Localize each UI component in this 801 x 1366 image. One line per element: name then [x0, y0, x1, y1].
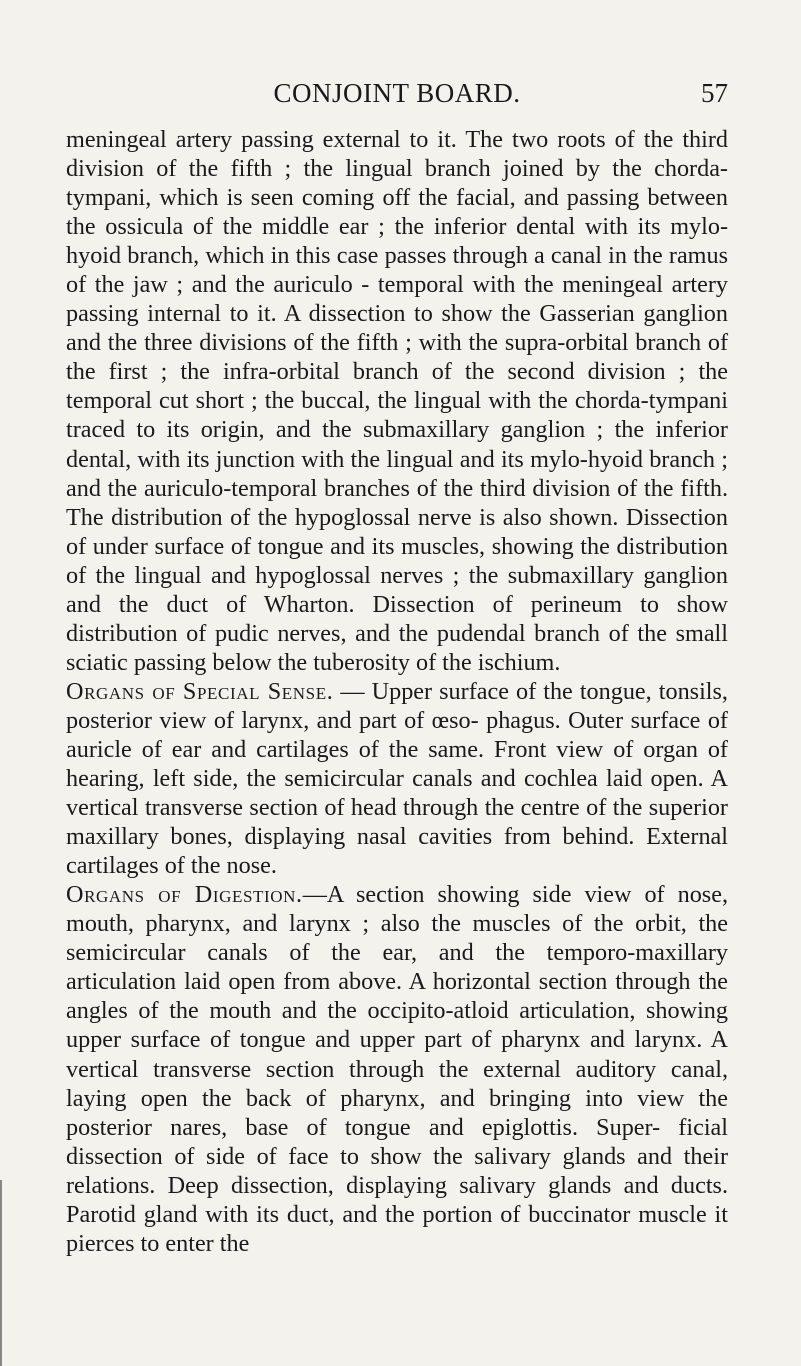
paragraph-text: meningeal artery passing external to it. The two roots of the third division of the fifth ; the lingual branch joined by the chorda-tympani, which is seen coming off the facial, and passing between the ossicula of the middle ear ; the inferior dental with its mylo-hyoid branch, which in this case passes through a canal in the ramus of the jaw ; and the auriculo - temporal with the meningeal artery passing internal to it. A dissection to show the Gasserian ganglion and the three divisions of the fifth ; with the supra-orbital branch of the first ; the infra-orbital branch of the second division ; the temporal cut short ; the buccal, the lingual with the chorda-tympani traced to its origin, and the submaxillary ganglion ; the inferior dental, with its junction with the lingual and its mylo-hyoid branch ; and the auriculo-temporal branches of the third division of the fifth. The distribution of the hypoglossal nerve is also shown. Dissection of under surface of tongue and its muscles, showing the distribution of the lingual and hypoglossal nerves ; the submaxillary ganglion and the duct of Wharton. Dissection of perineum to show distribution of pudic nerves, and the pudendal branch of the small sciatic passing below the tuberosity of the ischium.	[66, 126, 728, 676]
section-heading-special-sense: Organs of Special Sense.	[66, 677, 334, 705]
body-text	[66, 125, 728, 1258]
paragraph-continuation	[66, 125, 728, 677]
paragraph-organs-of-special-sense	[66, 677, 728, 880]
running-head-title: CONJOINT BOARD.	[273, 78, 521, 108]
paragraph-text: —A section showing side view of nose, mouth, pharynx, and larynx ; also the muscles of the orbit, the semicircular canals of the ear, and the temporo-maxillary articulation laid open from above. A horizontal section through the angles of the mouth and the occipito-atloid articulation, showing upper surface of tongue and upper part of pharynx and larynx. A vertical transverse section through the external auditory canal, laying open the back of pharynx, and bringing into view the posterior nares, base of tongue and epiglottis. Super- ficial dissection of side of face to show the salivary glands and their relations. Deep dissection, displaying salivary glands and ducts. Parotid gland with its duct, and the portion of buccinator muscle it pierces to enter the	[66, 881, 728, 1257]
paragraph-organs-of-digestion	[66, 880, 728, 1258]
paragraph-text: — Upper surface of the tongue, tonsils, posterior view of larynx, and part of œso- phagus. Outer surface of auricle of ear and cartilages of the same. Front view of organ of hearing, left side, the semicircular canals and cochlea laid open. A vertical transverse section of head through the centre of the superior maxillary bones, displaying nasal cavities from behind. External cartilages of the nose.	[66, 677, 728, 880]
running-head	[66, 78, 728, 108]
section-heading-digestion: Organs of Digestion.	[66, 881, 303, 909]
page-number: 57	[701, 78, 728, 108]
page-edge-mark	[0, 1180, 2, 1366]
